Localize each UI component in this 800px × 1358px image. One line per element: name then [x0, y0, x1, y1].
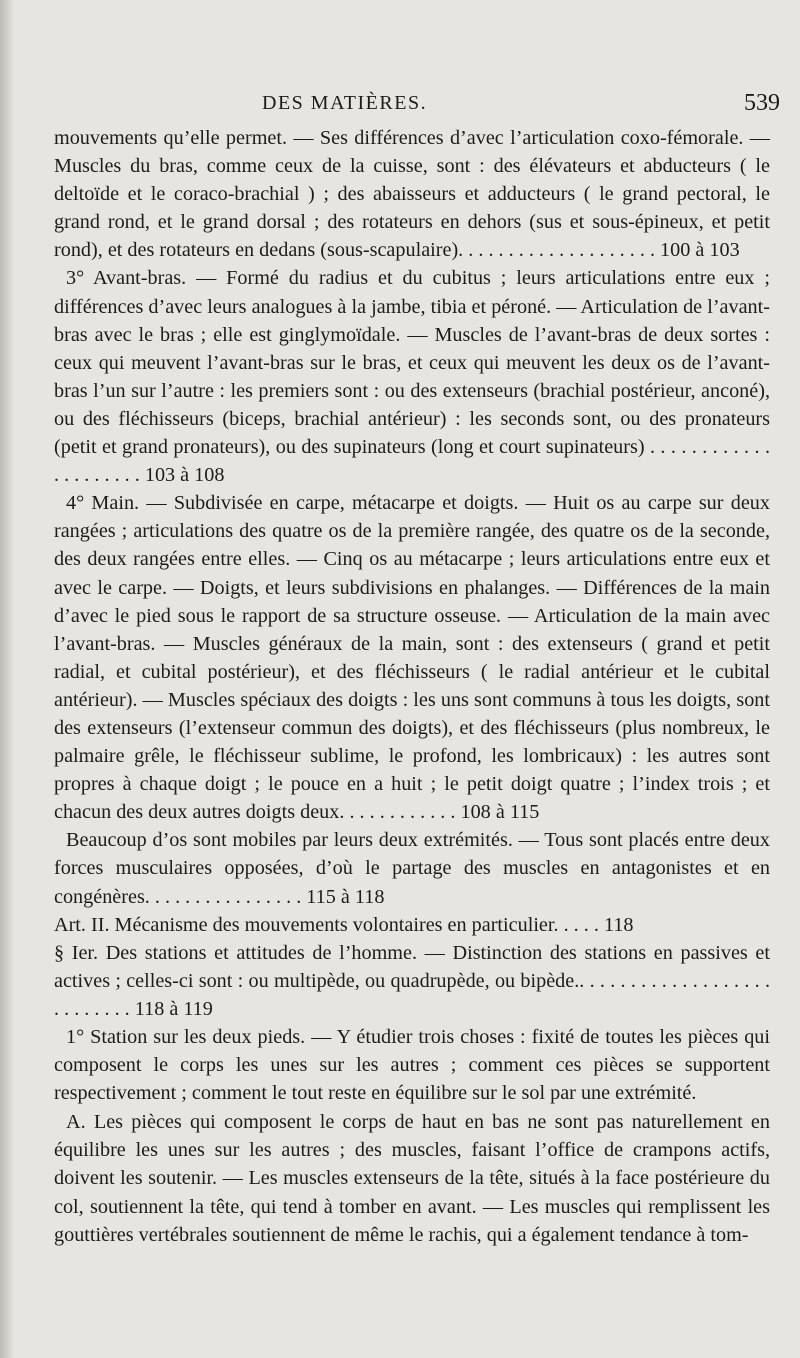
page-number: 539 [744, 90, 780, 116]
entry-text: Beaucoup d’os sont mobiles par leurs deux extrémités. — Tous sont placés entre deux forces musculaires opposées, d’où le partage des muscles en antagonistes et en congénères. . . . . . . . . . . . . . . . [54, 829, 770, 908]
entry-text: 3° Avant-bras. — Formé du radius et du cubitus ; leurs articulations entre eux ; différences d’avec leurs analogues à la jambe, tibia et péroné. — Articulation de l’avant-bras avec le bras ; elle est ginglymoïdale. — Muscles de l’avant-bras de deux sortes : ceux qui meuvent l’avant-bras sur le bras, et ceux qui meuvent les deux os de l’avant-bras l’un sur l’autre : les premiers sont : ou des extenseurs (brachial postérieur, anconé), ou des fléchisseurs (biceps, brachial antérieur) : les seconds sont, ou des pronateurs (petit et grand pronateurs), ou des supinateurs (long et court supinateurs) . . . . . . . . . . . . . . . . . . . . . [54, 267, 770, 487]
entry-pages: 103 à 108 [144, 464, 225, 487]
page-header [262, 92, 782, 122]
entry-text: A. Les pièces qui composent le corps de haut en bas ne sont pas naturellement en équilibre les unes sur les autres ; des muscles, faisant l’office de crampons actifs, doivent les soutenir. — Les muscles extenseurs de la tête, situés à la face postérieure du col, soutiennent la tête, qui tend à tomber en avant. — Les muscles qui remplissent les gouttières vertébrales soutiennent de même le rachis, qui a également tendance à tom- [54, 1111, 770, 1246]
toc-entry-main [54, 489, 770, 826]
entry-text: 1° Station sur les deux pieds. — Y étudier trois choses : fixité de toutes les pièces qui composent le corps les unes sur les autres ; comment ces pièces se supportent respectivement ; comment le tout reste en équilibre sur le sol par une extrémité. [54, 1026, 770, 1105]
toc-entry-section-a [54, 1108, 770, 1248]
running-head: DES MATIÈRES. [262, 92, 428, 114]
entry-text: § Ier. Des stations et attitudes de l’homme. — Distinction des stations en passives et actives ; celles-ci sont : ou multipède, ou quadrupède, ou bipède.. . . . . . . . . . . . . . . . . . . . . . . . . . . [54, 941, 770, 1020]
toc-entry-article-ii [54, 911, 770, 939]
entry-text: Art. II. Mécanisme des mouvements volontaires en particulier. . . . . [54, 913, 599, 936]
entry-pages: 115 à 118 [306, 885, 385, 908]
entry-pages: 100 à 103 [660, 239, 740, 262]
scan-edge-shadow [0, 0, 14, 1358]
toc-entry-station-deux-pieds [54, 1023, 770, 1107]
toc-entry-os-mobiles [54, 826, 770, 910]
entry-pages: 118 à 119 [134, 997, 213, 1020]
entry-text: 4° Main. — Subdivisée en carpe, métacarpe et doigts. — Huit os au carpe sur deux rangées ; articulations des quatre os de la première rangée, des quatre os de la seconde, des deux rangées entre elles. — Cinq os au métacarpe ; leurs articulations entre eux et avec le carpe. — Doigts, et leurs subdivisions en phalanges. — Différences de la main d’avec le pied sous le rapport de sa structure osseuse. — Articulation de la main avec l’avant-bras. — Muscles généraux de la main, sont : des extenseurs ( grand et petit radial, et cubital postérieur), et des fléchisseurs ( le radial antérieur et le cubital antérieur). — Muscles spéciaux des doigts : les uns sont communs à tous les doigts, sont des extenseurs (l’extenseur commun des doigts), et des fléchisseurs (plus nombreux, le palmaire grêle, le fléchisseur sublime, le profond, les lombricaux) : les autres sont propres à chaque doigt ; le pouce en a huit ; le petit doigt quatre ; l’index trois ; et chacun des deux autres doigts deux. . . . . . . . . . . . [54, 492, 770, 824]
table-of-contents-body [54, 124, 770, 1249]
entry-pages: 118 [603, 913, 634, 936]
book-page [40, 0, 780, 1358]
entry-text: mouvements qu’elle permet. — Ses différences d’avec l’articulation coxo-fémorale. — Muscles du bras, comme ceux de la cuisse, sont : des élévateurs et abducteurs ( le deltoïde et le coraco-brachial ) ; des abaisseurs et adducteurs ( le grand pectoral, le grand rond, et le grand dorsal ; des rotateurs en dehors (sus et sous-épineux, et petit rond), et des rotateurs en dedans (sous-scapulaire). . . . . . . . . . . . . . . . . . . . [54, 127, 770, 262]
entry-pages: 108 à 115 [460, 801, 540, 824]
toc-entry-bras-muscles [54, 124, 770, 264]
toc-entry-stations [54, 939, 770, 1023]
toc-entry-avant-bras [54, 264, 770, 489]
